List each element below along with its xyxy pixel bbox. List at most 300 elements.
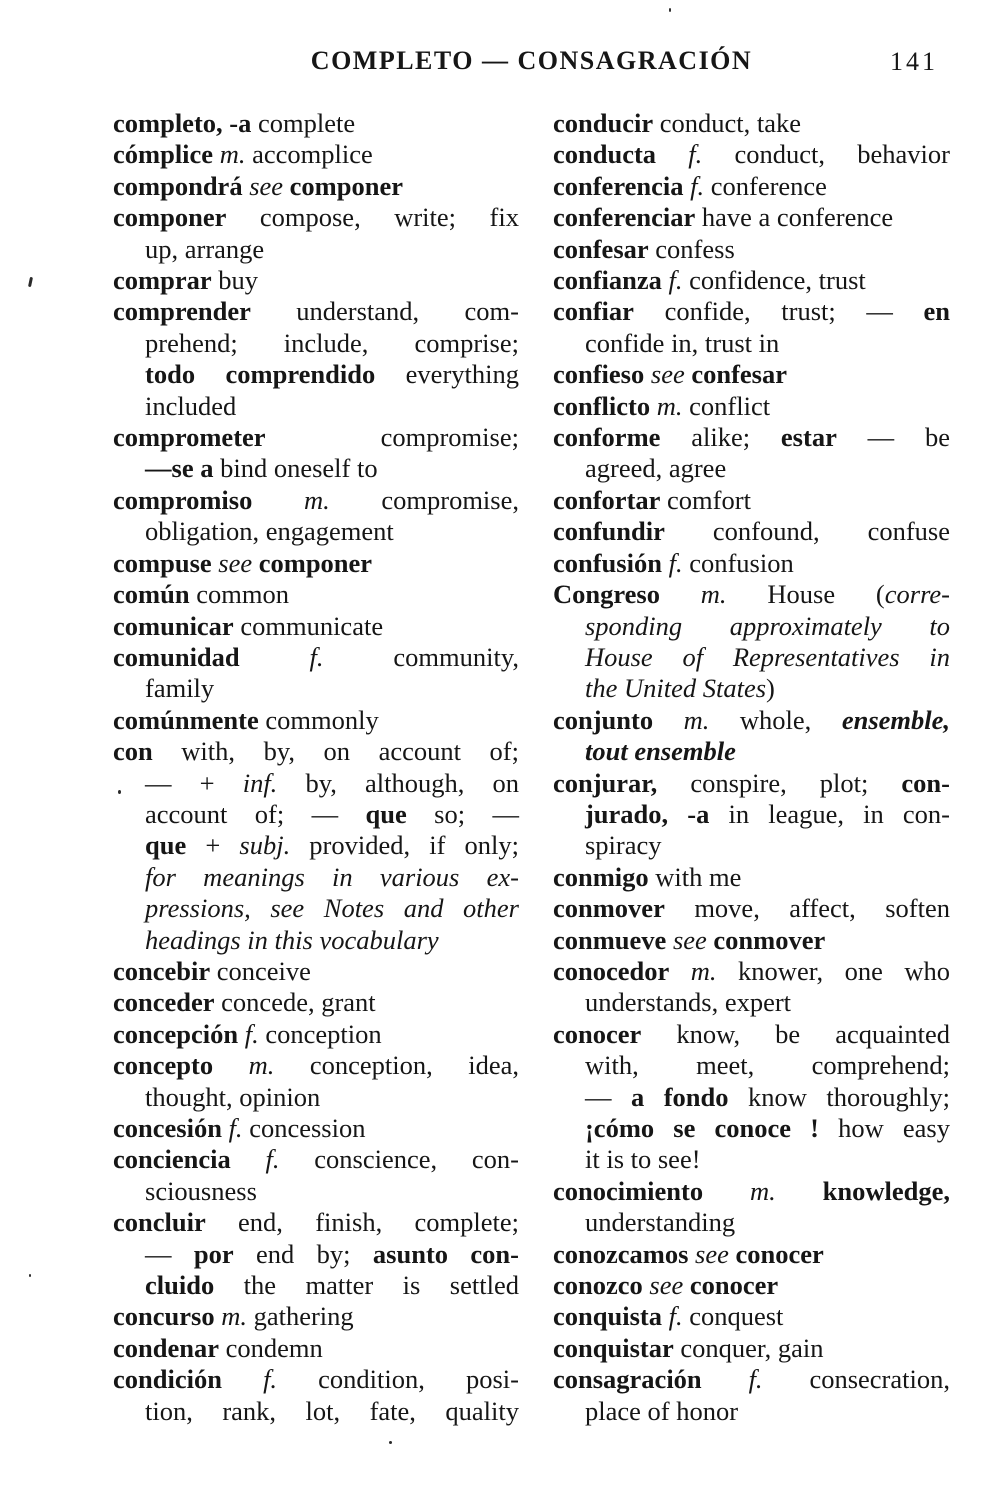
headword: compuse <box>113 547 212 578</box>
entry-text: conceive <box>210 955 311 986</box>
entry-text <box>644 359 651 389</box>
headword: conmigo <box>552 861 649 892</box>
entry-text: thought, opinion <box>145 1081 321 1112</box>
entry-text: conocer <box>689 1270 779 1301</box>
headword: conquista <box>552 1301 662 1332</box>
dictionary-entry <box>113 171 519 202</box>
entry-text: componer <box>258 547 373 578</box>
entry-text: conocer <box>735 1238 824 1269</box>
headword: conjurar, <box>552 767 658 798</box>
entry-line <box>113 296 519 327</box>
entry-line <box>553 1176 950 1207</box>
entry-text: ensemble, <box>841 704 951 735</box>
entry-line <box>553 265 950 296</box>
entry-text: end, finish, complete; <box>205 1207 519 1238</box>
entry-text: included <box>145 390 237 421</box>
entry-text: understand, com- <box>250 296 519 327</box>
entry-text: account of; — <box>145 798 366 829</box>
entry-line <box>113 1239 519 1270</box>
headword: concluir <box>113 1207 206 1238</box>
dictionary-entry <box>553 359 950 390</box>
entry-text: f. <box>668 547 683 578</box>
entry-text: complete <box>251 108 356 138</box>
entry-text: consecration, <box>762 1364 950 1395</box>
entry-text: pressions, see Notes and other <box>145 893 519 924</box>
headword: conflicto <box>552 390 651 421</box>
dictionary-entry <box>553 516 950 547</box>
entry-text: agreed, agree <box>584 453 727 484</box>
entry-text: have a conference <box>695 202 894 233</box>
entry-line <box>113 1301 519 1332</box>
entry-line <box>113 1019 519 1050</box>
entry-text: with, by, on account of; <box>152 736 519 767</box>
print-speck <box>29 1274 31 1277</box>
headword: confundir <box>552 516 665 547</box>
entry-text: communicate <box>233 610 384 641</box>
right-column <box>553 108 950 1427</box>
entry-text: conquest <box>682 1301 784 1332</box>
entry-line <box>553 768 950 799</box>
dictionary-entry <box>113 1207 519 1301</box>
entry-text: jurado, -a <box>584 798 710 829</box>
entry-line <box>113 736 519 767</box>
dictionary-entry <box>113 642 519 705</box>
entry-text: conflict <box>682 390 771 421</box>
entry-text: compromise; <box>265 422 519 453</box>
entry-line <box>113 673 519 704</box>
dictionary-entry <box>553 1333 950 1364</box>
dictionary-entry <box>553 579 950 705</box>
entry-text: compromise, <box>329 484 519 515</box>
headword: comúnmente <box>113 704 259 735</box>
dictionary-entry <box>553 265 950 296</box>
headword: concurso <box>113 1301 215 1332</box>
entry-line <box>113 1396 519 1427</box>
dictionary-entry <box>113 1019 519 1050</box>
entry-text: see <box>649 1270 684 1301</box>
dictionary-entry <box>553 296 950 359</box>
entry-line <box>113 453 519 484</box>
entry-text: conference <box>704 170 827 201</box>
dictionary-entry <box>113 705 519 736</box>
entry-text: how easy <box>818 1113 950 1143</box>
entry-text: todo comprendido <box>145 359 376 390</box>
entry-line <box>553 1082 950 1113</box>
entry-text: con- <box>901 767 950 798</box>
headword: consagración <box>552 1364 702 1395</box>
headword: conforme <box>552 422 661 453</box>
entry-text: alike; <box>660 422 781 453</box>
entry-text <box>650 391 657 421</box>
headword: conozcamos <box>552 1238 689 1269</box>
entry-text: comfort <box>660 484 751 515</box>
entry-text: m. <box>683 704 710 735</box>
entry-line <box>113 391 519 422</box>
entry-line <box>553 1207 950 1238</box>
entry-text: knowledge, <box>822 1175 951 1206</box>
entry-line <box>553 956 950 987</box>
dictionary-entry <box>113 1113 519 1144</box>
entry-text: concession <box>242 1113 366 1143</box>
entry-line <box>553 893 950 924</box>
entry-line <box>553 1270 950 1301</box>
entry-line <box>553 736 950 767</box>
dictionary-entry <box>113 1301 519 1332</box>
entry-line <box>553 1396 950 1427</box>
entry-line <box>113 108 519 139</box>
entry-line <box>113 1113 519 1144</box>
entry-line <box>553 862 950 893</box>
entry-text <box>666 925 673 955</box>
entry-text <box>231 1144 266 1174</box>
headword: concebir <box>113 955 211 986</box>
headword: conmueve <box>552 924 667 955</box>
entry-line <box>113 359 519 390</box>
entry-text: up, arrange <box>145 233 265 264</box>
entry-line <box>113 768 519 799</box>
entry-text: ) <box>766 673 775 704</box>
headword: comunicar <box>113 610 234 641</box>
headword: concepto <box>113 1050 214 1081</box>
entry-line <box>553 548 950 579</box>
entry-line <box>113 642 519 673</box>
entry-text: condemn <box>219 1332 323 1363</box>
columns <box>113 108 950 1427</box>
entry-line <box>113 1207 519 1238</box>
print-speck <box>118 790 121 794</box>
entry-text: place of honor <box>584 1395 739 1426</box>
entry-line <box>113 862 519 893</box>
left-column <box>113 108 519 1427</box>
entry-text <box>283 171 290 201</box>
dictionary-entry <box>553 1239 950 1270</box>
entry-line <box>553 611 950 642</box>
dictionary-entry <box>553 171 950 202</box>
entry-text: confound, confuse <box>664 516 950 547</box>
entry-line <box>113 956 519 987</box>
print-speck <box>669 8 671 12</box>
entry-text: confesar <box>691 359 788 390</box>
entry-text: spiracy <box>584 830 662 861</box>
entry-line <box>553 799 950 830</box>
headword: concesión <box>113 1113 222 1143</box>
entry-text: bind oneself to <box>213 453 378 484</box>
headword: Congreso <box>552 579 660 610</box>
entry-text: m. <box>690 955 717 986</box>
entry-text: m. <box>248 1050 275 1081</box>
entry-text: conspire, plot; <box>657 767 902 798</box>
headword: conciencia <box>113 1144 231 1175</box>
entry-text: so; — <box>406 798 519 829</box>
headword: conquistar <box>552 1332 674 1363</box>
entry-line <box>553 1144 950 1175</box>
headword: conocimiento <box>552 1175 704 1206</box>
dictionary-entry <box>553 1364 950 1427</box>
dictionary-entry <box>553 862 950 893</box>
dictionary-entry <box>113 139 519 170</box>
entry-text: the matter is settled <box>214 1270 519 1301</box>
entry-text: conmover <box>713 924 826 955</box>
entry-line <box>113 705 519 736</box>
dictionary-entry <box>553 485 950 516</box>
headword: condenar <box>113 1332 219 1363</box>
entry-line <box>113 485 519 516</box>
entry-text <box>683 1270 690 1300</box>
entry-text: understanding <box>584 1207 736 1238</box>
headword: conozco <box>552 1270 643 1301</box>
headword: conmover <box>552 893 665 924</box>
entry-text <box>222 1364 263 1394</box>
dictionary-entry <box>113 485 519 548</box>
entry-line <box>113 1333 519 1364</box>
headword: confiar <box>552 296 634 327</box>
entry-text: m. <box>219 139 246 170</box>
dictionary-entry <box>113 202 519 265</box>
entry-text: tout ensemble <box>584 736 736 767</box>
entry-line <box>553 987 950 1018</box>
headword: confusión <box>552 547 662 578</box>
dictionary-entry <box>113 548 519 579</box>
entry-text <box>729 1239 736 1269</box>
headword: completo, -a <box>113 108 252 138</box>
entry-line <box>113 422 519 453</box>
entry-text: —se a <box>145 453 214 484</box>
entry-text: en <box>923 296 950 327</box>
entry-line <box>113 579 519 610</box>
entry-text: confide, trust; — <box>633 296 924 327</box>
entry-text <box>213 1050 249 1080</box>
entry-line <box>553 171 950 202</box>
entry-line <box>113 1364 519 1395</box>
entry-text: whole, <box>709 704 842 735</box>
entry-line <box>553 139 950 170</box>
dictionary-entry <box>553 1301 950 1332</box>
entry-text: the United States <box>584 673 767 704</box>
entry-text: House ( <box>726 579 885 610</box>
headword: compondrá <box>113 170 243 201</box>
headword: con <box>113 736 153 767</box>
entry-text <box>662 1301 669 1331</box>
headword: conceder <box>113 987 215 1018</box>
dictionary-entry <box>113 1333 519 1364</box>
entry-line <box>553 1019 950 1050</box>
dictionary-entry <box>113 1364 519 1427</box>
dictionary-entry <box>113 422 519 485</box>
entry-text: obligation, engagement <box>145 516 394 547</box>
entry-line <box>553 108 950 139</box>
entry-text: in league, in con- <box>709 798 951 829</box>
headword: componer <box>113 202 227 233</box>
running-head: COMPLETO — CONSAGRACIÓN <box>310 46 753 75</box>
entry-text: que <box>365 798 407 829</box>
dictionary-entry <box>553 925 950 956</box>
entry-text: see <box>249 170 284 201</box>
headword: condición <box>113 1364 222 1395</box>
entry-line <box>113 611 519 642</box>
entry-line <box>553 359 950 390</box>
dictionary-entry <box>113 736 519 956</box>
entry-line <box>553 642 950 673</box>
entry-text: it is to see! <box>584 1144 701 1175</box>
headword: comunidad <box>113 641 240 672</box>
headword: confortar <box>552 484 661 515</box>
entry-text: by, although, on <box>277 767 519 798</box>
entry-text: corre- <box>884 579 950 610</box>
entry-text: estar <box>780 422 837 453</box>
headword: confesar <box>552 233 649 264</box>
entry-text: tion, rank, lot, fate, quality <box>145 1395 519 1426</box>
entry-text: conscience, con- <box>279 1144 519 1175</box>
entry-text <box>660 579 701 609</box>
entry-text: f. <box>309 641 324 672</box>
entry-text: sponding approximately to <box>584 610 950 641</box>
entry-line <box>553 453 950 484</box>
dictionary-entry <box>553 705 950 768</box>
dictionary-entry <box>553 1176 950 1239</box>
entry-line <box>553 1239 950 1270</box>
entry-line <box>113 799 519 830</box>
entry-text: prehend; include, comprise; <box>145 327 519 358</box>
dictionary-entry <box>553 139 950 170</box>
entry-line <box>113 1270 519 1301</box>
entry-text: f. <box>668 1301 683 1332</box>
entry-line <box>553 202 950 233</box>
entry-text: condition, posi- <box>277 1364 519 1395</box>
entry-text: gathering <box>246 1301 354 1332</box>
dictionary-entry <box>553 956 950 1019</box>
entry-line <box>553 1050 950 1081</box>
entry-text: see <box>650 359 685 390</box>
headword: común <box>113 579 190 610</box>
entry-text: for meanings in various ex- <box>145 861 519 892</box>
entry-text: que <box>145 830 187 861</box>
entry-text <box>662 265 669 295</box>
dictionary-entry <box>553 391 950 422</box>
entry-line <box>113 202 519 233</box>
page-header <box>113 46 950 88</box>
entry-text <box>703 1176 750 1206</box>
entry-line <box>113 234 519 265</box>
entry-text: knower, one who <box>716 955 951 986</box>
entry-text: end by; <box>233 1238 373 1269</box>
dictionary-entry <box>113 265 519 296</box>
dictionary-entry <box>113 611 519 642</box>
page-number: 141 <box>890 47 938 76</box>
headword: conducta <box>552 139 657 170</box>
entry-text: — <box>584 1081 631 1112</box>
entry-text: move, affect, soften <box>664 893 950 924</box>
entry-text <box>656 139 688 169</box>
entry-text: confide in, trust in <box>584 327 780 358</box>
entry-text: concede, grant <box>214 987 376 1018</box>
headword: comprender <box>113 296 251 327</box>
headword: conjunto <box>552 704 654 735</box>
entry-line <box>113 1176 519 1207</box>
dictionary-entry <box>553 548 950 579</box>
entry-line <box>553 516 950 547</box>
dictionary-entry <box>113 108 519 139</box>
entry-text: know, be acquainted <box>641 1018 950 1049</box>
entry-text: — be <box>836 422 950 453</box>
entry-text <box>653 705 684 735</box>
entry-text: confess <box>648 233 735 264</box>
entry-text: conduct, take <box>653 108 802 138</box>
entry-text: m. <box>750 1175 776 1206</box>
entry-text: buy <box>211 265 258 296</box>
headword: concepción <box>113 1018 239 1049</box>
entry-line <box>553 1301 950 1332</box>
entry-line <box>113 139 519 170</box>
entry-line <box>553 296 950 327</box>
dictionary-entry <box>553 202 950 233</box>
headword: conducir <box>552 108 654 138</box>
dictionary-entry <box>553 1019 950 1176</box>
entry-text: asunto con- <box>372 1238 519 1269</box>
headword: comprometer <box>113 422 266 453</box>
entry-text: — <box>145 1238 194 1269</box>
entry-text <box>238 1019 245 1049</box>
entry-line <box>553 1364 950 1395</box>
entry-text: understands, expert <box>584 987 792 1018</box>
entry-text: f. <box>265 1144 280 1175</box>
dictionary-entry <box>553 234 950 265</box>
dictionary-entry <box>113 296 519 422</box>
entry-text: confusion <box>682 547 794 578</box>
entry-text: accomplice <box>245 139 373 170</box>
entry-text: with, meet, comprehend; <box>584 1050 950 1081</box>
headword: confieso <box>552 359 645 390</box>
entry-line <box>113 516 519 547</box>
entry-text: cluido <box>145 1270 215 1301</box>
headword: conocedor <box>552 955 670 986</box>
entry-line <box>553 1333 950 1364</box>
entry-line <box>553 705 950 736</box>
entry-line <box>553 422 950 453</box>
entry-text: componer <box>289 170 404 201</box>
entry-text: subj. <box>239 830 291 861</box>
dictionary-entry <box>113 987 519 1018</box>
entry-line <box>553 673 950 704</box>
entry-text <box>222 1113 229 1143</box>
entry-line <box>113 171 519 202</box>
entry-text <box>669 956 691 986</box>
entry-text: conception, idea, <box>274 1050 519 1081</box>
entry-text: ¡cómo se conoce ! <box>584 1113 819 1143</box>
entry-text <box>252 485 304 515</box>
headword: cómplice <box>113 139 214 170</box>
entry-text: confidence, trust <box>682 265 866 296</box>
entry-line <box>113 548 519 579</box>
entry-line <box>113 830 519 861</box>
headword: conocer <box>552 1018 642 1049</box>
entry-text: + <box>186 830 240 861</box>
entry-text: por <box>193 1238 234 1269</box>
entry-text: m. <box>700 579 727 610</box>
headword: confianza <box>552 265 662 296</box>
entry-text: headings in this vocabulary <box>145 924 439 955</box>
entry-text: community, <box>323 641 519 672</box>
entry-text: f. <box>688 139 703 170</box>
entry-text: see <box>695 1238 729 1269</box>
headword: compromiso <box>113 484 253 515</box>
dictionary-entry <box>113 1144 519 1207</box>
dictionary-entry <box>113 1050 519 1113</box>
entry-line <box>553 925 950 956</box>
entry-text: everything <box>375 359 519 390</box>
entry-line <box>113 328 519 359</box>
entry-line <box>113 893 519 924</box>
entry-text <box>702 1364 749 1394</box>
